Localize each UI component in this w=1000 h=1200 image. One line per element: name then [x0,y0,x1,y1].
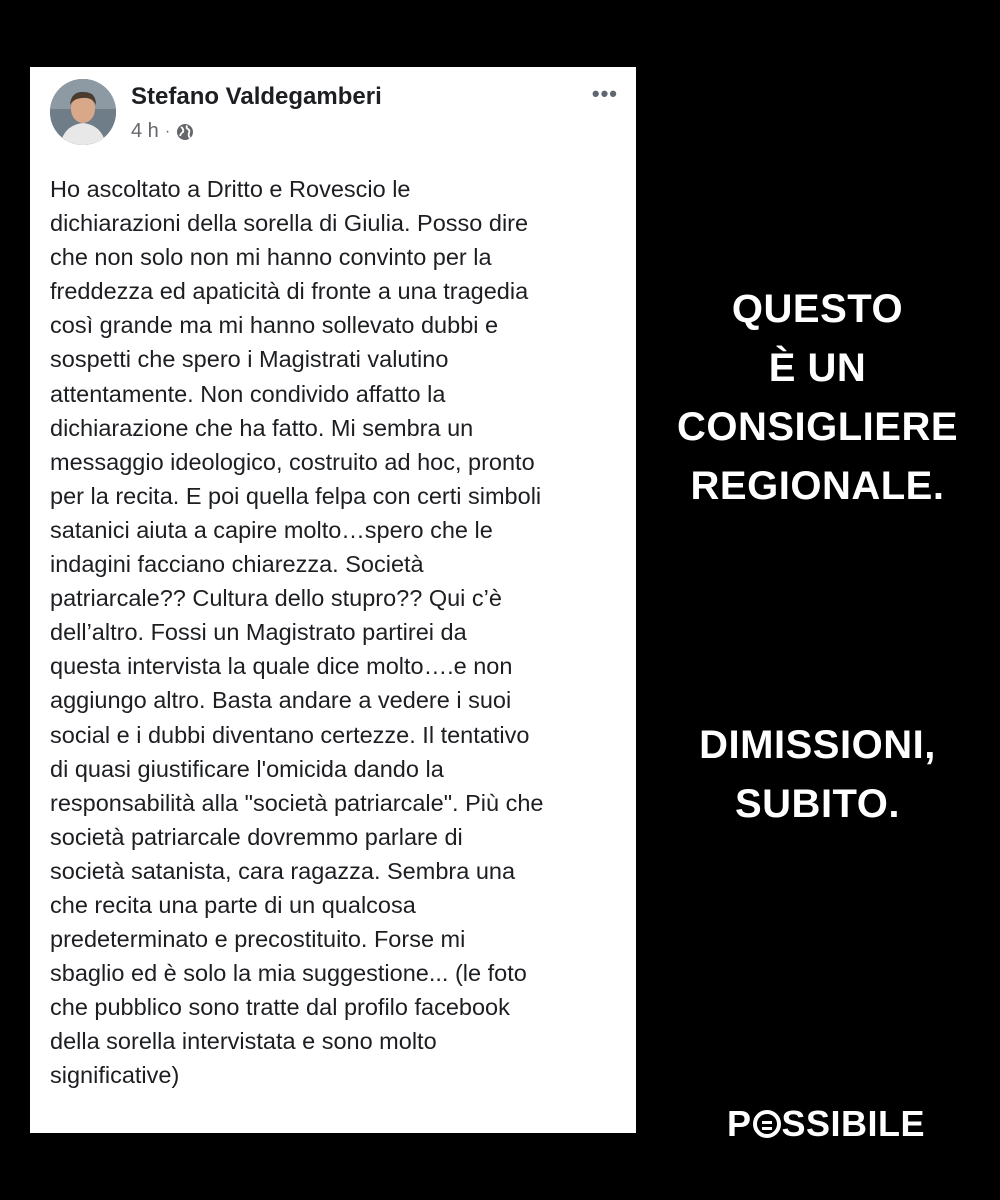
headline-block [650,280,985,516]
possibile-logo [727,1102,925,1146]
post-text-line: che non solo non mi hanno convinto per la [50,244,492,271]
more-options-icon[interactable]: ••• [591,81,618,106]
post-text-line: satanici aiuta a capire molto…spero che le [50,516,493,543]
post-text-line: dell’altro. Fossi un Magistrato partirei da [50,619,467,646]
post-text-line: significative) [50,1062,180,1089]
logo-text-suffix: SSIBILE [781,1103,926,1144]
post-text-line: indagini facciano chiarezza. Società [50,551,424,578]
demand-block [650,716,985,834]
post-text-line: responsabilità alla "società patriarcale". Più che [50,789,544,816]
post-text-line: dichiarazioni della sorella di Giulia. Posso dire [50,210,529,237]
post-text-line: per la recita. E poi quella felpa con certi simboli [50,482,542,509]
post-text-line: patriarcale?? Cultura dello stupro?? Qui c’è [50,585,502,612]
post-meta [131,120,194,143]
post-text-line: società patriarcale dovremmo parlare di [50,823,463,850]
post-time[interactable]: 4 h [131,120,159,142]
post-text-line: sbaglio ed è solo la mia suggestione... (le foto [50,960,527,987]
post-text-line: che recita una parte di un qualcosa [50,891,416,918]
demand-line: SUBITO. [734,782,900,826]
post-text-line: di quasi giustificare l'omicida dando la [50,755,444,782]
facebook-post [30,67,636,1133]
post-text [50,172,622,1093]
post-text-line: messaggio ideologico, costruito ad hoc, pronto [50,448,535,475]
post-text-line: dichiarazione che ha fatto. Mi sembra un [50,414,474,441]
post-text-line: attentamente. Non condivido affatto la [50,380,446,407]
post-text-line: Ho ascoltato a Dritto e Rovescio le [50,176,411,202]
avatar-photo [50,79,116,145]
post-text-line: sospetti che spero i Magistrati valutino [50,346,449,373]
post-text-line: così grande ma mi hanno sollevato dubbi e [50,312,499,339]
headline-line: È UN [768,346,867,390]
post-text-line: che pubblico sono tratte dal profilo facebook [50,994,510,1021]
meta-separator: · [164,122,171,140]
logo-equals-circle-icon [753,1110,781,1138]
logo-text-prefix: P [727,1103,752,1144]
post-text-line: freddezza ed apaticità di fronte a una tragedia [50,278,529,305]
post-text-line: questa intervista la quale dice molto….e non [50,653,513,680]
post-text-line: società satanista, cara ragazza. Sembra una [50,857,516,884]
post-text-line: aggiungo altro. Basta andare a vedere i suoi [50,687,512,714]
avatar[interactable] [50,79,116,145]
post-text-line: della sorella intervistata e sono molto [50,1028,437,1055]
post-author[interactable]: Stefano Valdegamberi [131,83,382,110]
headline-line: CONSIGLIERE [676,405,959,449]
headline-line: QUESTO [731,287,904,331]
demand-line: DIMISSIONI, [699,723,936,767]
post-text-line: social e i dubbi diventano certezze. Il tentativo [50,721,530,748]
globe-icon [176,123,194,141]
headline-line: REGIONALE. [690,464,945,508]
post-text-line: predeterminato e precostituito. Forse mi [50,926,466,953]
